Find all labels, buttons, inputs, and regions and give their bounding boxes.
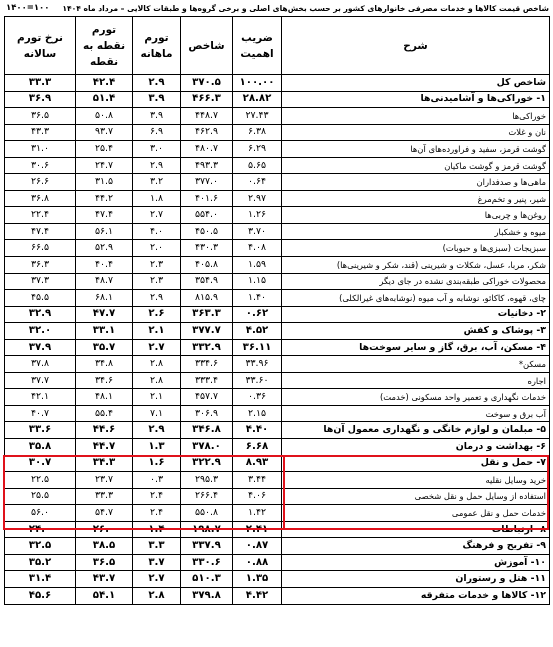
cell-weight: ۱.۲۶ bbox=[233, 207, 282, 224]
cell-weight: ۱.۴۲ bbox=[233, 505, 282, 522]
cell-annual: ۶۶.۵ bbox=[5, 240, 76, 257]
table-row bbox=[5, 190, 550, 207]
cell-index: ۳۷۹.۸ bbox=[181, 587, 233, 604]
table-row bbox=[5, 405, 550, 422]
cell-monthly: ۲.۷ bbox=[133, 571, 181, 588]
cell-monthly: ۳.۳ bbox=[133, 538, 181, 555]
cell-monthly: ۲.۹ bbox=[133, 422, 181, 439]
header-annual: نرخ تورم سالانه bbox=[5, 17, 76, 75]
cell-weight: ۲.۹۷ bbox=[233, 190, 282, 207]
cell-annual: ۲۶.۶ bbox=[5, 174, 76, 191]
cell-monthly: ۶.۹ bbox=[133, 124, 181, 141]
cell-monthly: ۳.۹ bbox=[133, 91, 181, 108]
cell-monthly: ۲.۹ bbox=[133, 157, 181, 174]
cell-annual: ۴۵.۶ bbox=[5, 587, 76, 604]
cell-index: ۳۷۷.۰ bbox=[181, 174, 233, 191]
cell-annual: ۳۵.۲ bbox=[5, 554, 76, 571]
cell-annual: ۳۰.۶ bbox=[5, 157, 76, 174]
cell-weight: ۴.۰۶ bbox=[233, 488, 282, 505]
cell-desc: روغن‌ها و چربی‌ها bbox=[282, 207, 550, 224]
cell-annual: ۲۴.۰ bbox=[5, 521, 76, 538]
cell-monthly: ۲.۸ bbox=[133, 356, 181, 373]
cell-annual: ۳۶.۸ bbox=[5, 190, 76, 207]
cell-weight: ۴.۵۲ bbox=[233, 323, 282, 340]
cell-weight: ۰.۸۷ bbox=[233, 538, 282, 555]
cell-weight: ۱۰۰.۰۰ bbox=[233, 75, 282, 92]
cell-index: ۳۵۴.۹ bbox=[181, 273, 233, 290]
cell-index: ۴۵۰.۵ bbox=[181, 223, 233, 240]
cell-monthly: ۰.۳ bbox=[133, 472, 181, 489]
cell-annual: ۲۵.۵ bbox=[5, 488, 76, 505]
cell-p2p: ۴۷.۴ bbox=[76, 207, 133, 224]
cell-index: ۴۰۱.۶ bbox=[181, 190, 233, 207]
cell-weight: ۲.۱۵ bbox=[233, 405, 282, 422]
cell-index: ۴۰۵.۸ bbox=[181, 257, 233, 274]
cell-index: ۴۴۸.۷ bbox=[181, 108, 233, 125]
cell-desc: خرید وسایل نقلیه bbox=[282, 472, 550, 489]
cell-weight: ۳.۴۴ bbox=[233, 472, 282, 489]
cell-weight: ۴.۴۲ bbox=[233, 587, 282, 604]
cell-index: ۸۱۵.۹ bbox=[181, 290, 233, 307]
cell-monthly: ۲.۴ bbox=[133, 505, 181, 522]
cell-desc: ۴- مسکن، آب، برق، گاز و سایر سوخت‌ها bbox=[282, 339, 550, 356]
cell-annual: ۲۲.۴ bbox=[5, 207, 76, 224]
cell-index: ۴۵۷.۷ bbox=[181, 389, 233, 406]
cell-monthly: ۲.۱ bbox=[133, 323, 181, 340]
cell-monthly: ۳.۷ bbox=[133, 554, 181, 571]
cell-annual: ۵۶.۰ bbox=[5, 505, 76, 522]
cell-index: ۴۶۶.۳ bbox=[181, 91, 233, 108]
cell-weight: ۶.۶۸ bbox=[233, 439, 282, 456]
table-row bbox=[5, 455, 550, 472]
cell-index: ۴۹۳.۳ bbox=[181, 157, 233, 174]
cell-weight: ۶.۲۹ bbox=[233, 141, 282, 158]
cell-annual: ۳۷.۹ bbox=[5, 339, 76, 356]
cell-p2p: ۳۶.۵ bbox=[76, 554, 133, 571]
cell-p2p: ۴۲.۴ bbox=[76, 75, 133, 92]
table-row bbox=[5, 323, 550, 340]
cell-index: ۳۷۸.۰ bbox=[181, 439, 233, 456]
table-row bbox=[5, 257, 550, 274]
cell-p2p: ۳۳.۱ bbox=[76, 323, 133, 340]
cell-weight: ۲۸.۸۲ bbox=[233, 91, 282, 108]
cell-monthly: ۱.۴ bbox=[133, 521, 181, 538]
cell-annual: ۳۶.۵ bbox=[5, 108, 76, 125]
cell-desc: شیر، پنیر و تخم‌مرغ bbox=[282, 190, 550, 207]
cell-weight: ۴.۰۸ bbox=[233, 240, 282, 257]
cell-desc: ۳- پوشاک و کفش bbox=[282, 323, 550, 340]
cell-index: ۳۳۰.۶ bbox=[181, 554, 233, 571]
cell-weight: ۱.۵۹ bbox=[233, 257, 282, 274]
table-row bbox=[5, 356, 550, 373]
cell-desc: ۱- خوراکی‌ها و آشامیدنی‌ها bbox=[282, 91, 550, 108]
cell-annual: ۳۲.۰ bbox=[5, 323, 76, 340]
cell-index: ۲۹۵.۳ bbox=[181, 472, 233, 489]
cell-monthly: ۲.۷ bbox=[133, 339, 181, 356]
header-p2p: تورم نقطه به نقطه bbox=[76, 17, 133, 75]
table-row bbox=[5, 439, 550, 456]
cell-annual: ۴۵.۵ bbox=[5, 290, 76, 307]
cell-p2p: ۳۴.۶ bbox=[76, 372, 133, 389]
cell-desc: خوراکی‌ها bbox=[282, 108, 550, 125]
cell-weight: ۳.۷۰ bbox=[233, 223, 282, 240]
cell-p2p: ۴۳.۷ bbox=[76, 571, 133, 588]
cell-p2p: ۴۷.۷ bbox=[76, 306, 133, 323]
cell-annual: ۳۳.۳ bbox=[5, 75, 76, 92]
cell-index: ۳۳۷.۹ bbox=[181, 538, 233, 555]
cell-annual: ۳۲.۵ bbox=[5, 538, 76, 555]
cell-index: ۵۵۰.۸ bbox=[181, 505, 233, 522]
table-row bbox=[5, 273, 550, 290]
table-row bbox=[5, 240, 550, 257]
cell-annual: ۳۷.۸ bbox=[5, 356, 76, 373]
cell-desc: چای، قهوه، کاکائو، نوشابه و آب میوه (نوشابه‌های غیرالکلی) bbox=[282, 290, 550, 307]
cell-p2p: ۴۴.۲ bbox=[76, 190, 133, 207]
table-row bbox=[5, 488, 550, 505]
cell-index: ۵۱۰.۳ bbox=[181, 571, 233, 588]
cell-index: ۳۶۳.۳ bbox=[181, 306, 233, 323]
table-row bbox=[5, 505, 550, 522]
cell-monthly: ۲.۰ bbox=[133, 240, 181, 257]
cell-p2p: ۴۸.۱ bbox=[76, 389, 133, 406]
table-header-row bbox=[5, 17, 550, 75]
cell-p2p: ۵۴.۱ bbox=[76, 587, 133, 604]
cell-weight: ۴.۴۰ bbox=[233, 422, 282, 439]
header-index: شاخص bbox=[181, 17, 233, 75]
cell-annual: ۳۶.۳ bbox=[5, 257, 76, 274]
header-weight: ضریب اهمیت bbox=[233, 17, 282, 75]
base-year-note: ۱۴۰۰=۱۰۰ bbox=[6, 3, 50, 13]
cell-desc: شاخص کل bbox=[282, 75, 550, 92]
cell-desc: ۵- مبلمان و لوازم خانگی و نگهداری معمول آن‌ها bbox=[282, 422, 550, 439]
cell-index: ۳۷۷.۷ bbox=[181, 323, 233, 340]
cell-p2p: ۵۶.۱ bbox=[76, 223, 133, 240]
cell-desc: شکر، مربا، عسل، شکلات و شیرینی (قند، شکر و شیرینی‌ها) bbox=[282, 257, 550, 274]
cell-desc: محصولات خوراکی طبقه‌بندی نشده در جای دیگر bbox=[282, 273, 550, 290]
table-row bbox=[5, 521, 550, 538]
table-row bbox=[5, 290, 550, 307]
cell-desc: آب برق و سوخت bbox=[282, 405, 550, 422]
cell-desc: مسکن* bbox=[282, 356, 550, 373]
cell-weight: ۱.۱۵ bbox=[233, 273, 282, 290]
cell-annual: ۴۳.۳ bbox=[5, 124, 76, 141]
cell-annual: ۴۲.۱ bbox=[5, 389, 76, 406]
cell-index: ۳۷۰.۵ bbox=[181, 75, 233, 92]
cell-desc: سبزیجات (سبزی‌ها و حبوبات) bbox=[282, 240, 550, 257]
cell-p2p: ۳۱.۵ bbox=[76, 174, 133, 191]
table-row bbox=[5, 108, 550, 125]
cell-desc: میوه و خشکبار bbox=[282, 223, 550, 240]
cell-monthly: ۲.۳ bbox=[133, 257, 181, 274]
cell-index: ۲۶۶.۴ bbox=[181, 488, 233, 505]
cell-index: ۴۸۰.۷ bbox=[181, 141, 233, 158]
cell-p2p: ۳۸.۵ bbox=[76, 538, 133, 555]
cell-p2p: ۵۵.۴ bbox=[76, 405, 133, 422]
cell-annual: ۳۶.۹ bbox=[5, 91, 76, 108]
cell-index: ۳۳۲.۹ bbox=[181, 339, 233, 356]
cell-monthly: ۲.۹ bbox=[133, 290, 181, 307]
cell-weight: ۳۳.۶۰ bbox=[233, 372, 282, 389]
table-row bbox=[5, 91, 550, 108]
table-row bbox=[5, 389, 550, 406]
cell-desc: ۷- حمل و نقل bbox=[282, 455, 550, 472]
cell-desc: ۸- ارتباطات bbox=[282, 521, 550, 538]
header-monthly: تورم ماهانه bbox=[133, 17, 181, 75]
cell-p2p: ۴۴.۶ bbox=[76, 422, 133, 439]
cell-desc: گوشت قرمز و گوشت ماکیان bbox=[282, 157, 550, 174]
cell-p2p: ۲۶.۰ bbox=[76, 521, 133, 538]
table-body bbox=[5, 75, 550, 605]
cell-desc: ۲- دخانیات bbox=[282, 306, 550, 323]
cell-annual: ۳۱.۴ bbox=[5, 571, 76, 588]
table-row bbox=[5, 339, 550, 356]
table-row bbox=[5, 223, 550, 240]
table-title: شاخص قیمت کالاها و خدمات مصرفی خانوارهای کشور بر حسب بخش‌های اصلی و برخی گروه‌ها و طبقات کالایی – مرداد ماه ۱۴۰۴ bbox=[62, 4, 549, 13]
cell-annual: ۳۱.۰ bbox=[5, 141, 76, 158]
cell-weight: ۵.۶۵ bbox=[233, 157, 282, 174]
cell-weight: ۰.۶۲ bbox=[233, 306, 282, 323]
cell-monthly: ۳.۹ bbox=[133, 108, 181, 125]
cell-annual: ۳۰.۷ bbox=[5, 455, 76, 472]
cell-monthly: ۲.۶ bbox=[133, 306, 181, 323]
cell-annual: ۳۷.۷ bbox=[5, 372, 76, 389]
cell-p2p: ۳۵.۷ bbox=[76, 339, 133, 356]
cell-desc: نان و غلات bbox=[282, 124, 550, 141]
cell-p2p: ۲۴.۷ bbox=[76, 157, 133, 174]
cell-p2p: ۶۸.۱ bbox=[76, 290, 133, 307]
cell-weight: ۰.۳۶ bbox=[233, 389, 282, 406]
cell-index: ۳۰۶.۹ bbox=[181, 405, 233, 422]
cell-desc: گوشت قرمز، سفید و فراورده‌های آن‌ها bbox=[282, 141, 550, 158]
cell-weight: ۱.۴۰ bbox=[233, 290, 282, 307]
cell-p2p: ۳۴.۸ bbox=[76, 356, 133, 373]
cell-desc: ماهی‌ها و صدفداران bbox=[282, 174, 550, 191]
cell-monthly: ۴.۰ bbox=[133, 223, 181, 240]
cell-desc: ۶- بهداشت و درمان bbox=[282, 439, 550, 456]
table-row bbox=[5, 554, 550, 571]
cell-monthly: ۲.۴ bbox=[133, 488, 181, 505]
cell-annual: ۳۷.۳ bbox=[5, 273, 76, 290]
table-row bbox=[5, 124, 550, 141]
cell-p2p: ۴۰.۴ bbox=[76, 257, 133, 274]
cpi-table bbox=[4, 16, 550, 605]
cell-desc: خدمات نگهداری و تعمیر واحد مسکونی (خدمت) bbox=[282, 389, 550, 406]
table-row bbox=[5, 571, 550, 588]
cell-monthly: ۲.۹ bbox=[133, 75, 181, 92]
cell-desc: ۹- تفریح و فرهنگ bbox=[282, 538, 550, 555]
cell-weight: ۰.۸۸ bbox=[233, 554, 282, 571]
cell-p2p: ۴۴.۷ bbox=[76, 439, 133, 456]
cell-weight: ۲۷.۴۳ bbox=[233, 108, 282, 125]
cell-weight: ۳۶.۱۱ bbox=[233, 339, 282, 356]
table-row bbox=[5, 141, 550, 158]
table-row bbox=[5, 587, 550, 604]
cell-p2p: ۵۰.۸ bbox=[76, 108, 133, 125]
cell-monthly: ۲.۸ bbox=[133, 587, 181, 604]
cell-p2p: ۲۵.۴ bbox=[76, 141, 133, 158]
cell-index: ۴۳۰.۳ bbox=[181, 240, 233, 257]
cell-desc: خدمات حمل و نقل عمومی bbox=[282, 505, 550, 522]
cell-annual: ۳۲.۹ bbox=[5, 306, 76, 323]
cell-desc: اجاره bbox=[282, 372, 550, 389]
table-row bbox=[5, 157, 550, 174]
table-row bbox=[5, 422, 550, 439]
cell-monthly: ۲.۷ bbox=[133, 207, 181, 224]
cell-desc: ۱۰- آموزش bbox=[282, 554, 550, 571]
cell-monthly: ۲.۸ bbox=[133, 372, 181, 389]
table-row bbox=[5, 472, 550, 489]
cell-weight: ۳۳.۹۶ bbox=[233, 356, 282, 373]
cell-monthly: ۲.۳ bbox=[133, 273, 181, 290]
cell-annual: ۳۳.۶ bbox=[5, 422, 76, 439]
cell-p2p: ۲۳.۷ bbox=[76, 472, 133, 489]
table-row bbox=[5, 207, 550, 224]
cell-annual: ۴۰.۷ bbox=[5, 405, 76, 422]
cell-weight: ۲.۴۱ bbox=[233, 521, 282, 538]
cell-p2p: ۳۴.۳ bbox=[76, 455, 133, 472]
table-row bbox=[5, 538, 550, 555]
table-row bbox=[5, 372, 550, 389]
cell-p2p: ۵۲.۹ bbox=[76, 240, 133, 257]
cell-monthly: ۱.۸ bbox=[133, 190, 181, 207]
cell-desc: ۱۱- هتل و رستوران bbox=[282, 571, 550, 588]
cell-desc: استفاده از وسایل حمل و نقل شخصی bbox=[282, 488, 550, 505]
cell-weight: ۱.۳۵ bbox=[233, 571, 282, 588]
cell-weight: ۸.۹۳ bbox=[233, 455, 282, 472]
cell-index: ۱۹۸.۷ bbox=[181, 521, 233, 538]
cell-annual: ۳۵.۸ bbox=[5, 439, 76, 456]
cell-index: ۴۶۲.۹ bbox=[181, 124, 233, 141]
cell-p2p: ۵۱.۴ bbox=[76, 91, 133, 108]
cell-index: ۳۳۳.۴ bbox=[181, 372, 233, 389]
cell-desc: ۱۲- کالاها و خدمات متفرقه bbox=[282, 587, 550, 604]
table-row bbox=[5, 306, 550, 323]
cell-p2p: ۹۳.۷ bbox=[76, 124, 133, 141]
title-bar bbox=[4, 2, 549, 15]
cell-monthly: ۷.۱ bbox=[133, 405, 181, 422]
cell-monthly: ۱.۶ bbox=[133, 455, 181, 472]
table-row bbox=[5, 174, 550, 191]
cell-monthly: ۳.۰ bbox=[133, 141, 181, 158]
table-row bbox=[5, 75, 550, 92]
cell-index: ۵۵۴.۰ bbox=[181, 207, 233, 224]
cell-monthly: ۳.۲ bbox=[133, 174, 181, 191]
cell-annual: ۲۲.۵ bbox=[5, 472, 76, 489]
cell-index: ۳۲۲.۹ bbox=[181, 455, 233, 472]
header-desc: شرح bbox=[282, 17, 550, 75]
cell-weight: ۶.۳۸ bbox=[233, 124, 282, 141]
cell-annual: ۴۷.۴ bbox=[5, 223, 76, 240]
cell-index: ۳۴۶.۸ bbox=[181, 422, 233, 439]
cell-p2p: ۴۸.۷ bbox=[76, 273, 133, 290]
cell-monthly: ۱.۳ bbox=[133, 439, 181, 456]
cell-index: ۳۳۴.۶ bbox=[181, 356, 233, 373]
cell-monthly: ۲.۱ bbox=[133, 389, 181, 406]
cell-p2p: ۳۳.۳ bbox=[76, 488, 133, 505]
cell-weight: ۰.۶۴ bbox=[233, 174, 282, 191]
cell-p2p: ۵۴.۷ bbox=[76, 505, 133, 522]
